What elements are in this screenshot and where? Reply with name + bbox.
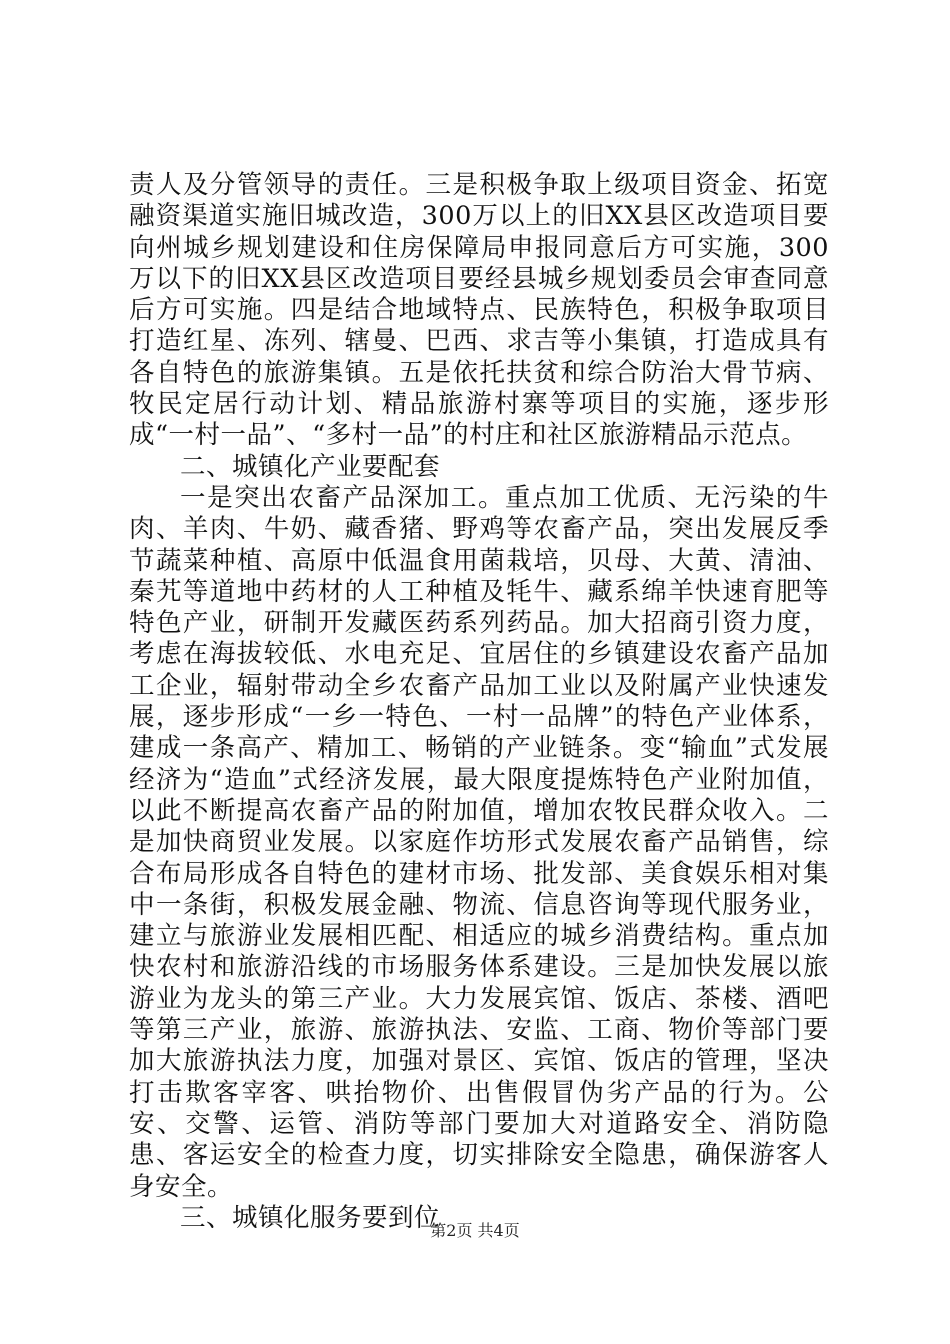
- section-heading-3: 三、城镇化服务要到位: [180, 1202, 441, 1233]
- paragraph-continuation: 责人及分管领导的责任。三是积极争取上级项目资金、拓宽融资渠道实施旧城改造，300万以上的旧XX县区改造项目要向州城乡规划建设和住房保障局申报同意后方可实施，300万以下的旧XX县区改造项目要经县城乡规划委员会审查同意后方可实施。四是结合地域特点、民族特色，积极争取项目打造红星、冻列、辖曼、巴西、求吉等小集镇，打造成具有各自特色的旅游集镇。五是依托扶贫和综合防治大骨节病、牧民定居行动计划、精品旅游村寨等项目的实施，逐步形成“一村一品”、“多村一品”的村庄和社区旅游精品示范点。: [129, 170, 829, 451]
- body-text: [129, 170, 829, 1234]
- section-heading-2: 二、城镇化产业要配套: [180, 451, 441, 482]
- paragraph-industry: 一是突出农畜产品深加工。重点加工优质、无污染的牛肉、羊肉、牛奶、藏香猪、野鸡等农畜产品，突出发展反季节蔬菜种植、高原中低温食用菌栽培，贝母、大黄、清油、秦艽等道地中药材的人工种植及牦牛、藏系绵羊快速育肥等特色产业，研制开发藏医药系列药品。加大招商引资力度，考虑在海拔较低、水电充足、宜居住的乡镇建设农畜产品加工企业，辐射带动全乡农畜产品加工业以及附属产业快速发展，逐步形成“一乡一特色、一村一品牌”的特色产业体系，建成一条高产、精加工、畅销的产业链条。变“输血”式发展经济为“造血”式经济发展，最大限度提炼特色产业附加值，以此不断提高农畜产品的附加值，增加农牧民群众收入。二是加快商贸业发展。以家庭作坊形式发展农畜产品销售，综合布局形成各自特色的建材市场、批发部、美食娱乐相对集中一条街，积极发展金融、物流、信息咨询等现代服务业，建立与旅游业发展相匹配、相适应的城乡消费结构。重点加快农村和旅游沿线的市场服务体系建设。三是加快发展以旅游业为龙头的第三产业。大力发展宾馆、饭店、茶楼、酒吧等第三产业，旅游、旅游执法、安监、工商、物价等部门要加大旅游执法力度，加强对景区、宾馆、饭店的管理，坚决打击欺客宰客、哄抬物价、出售假冒伪劣产品的行为。公安、交警、运管、消防等部门要加大对道路安全、消防隐患、客运安全的检查力度，切实排除安全隐患，确保游客人身安全。: [129, 482, 829, 1202]
- page-footer: 第2页 共4页: [430, 1221, 520, 1240]
